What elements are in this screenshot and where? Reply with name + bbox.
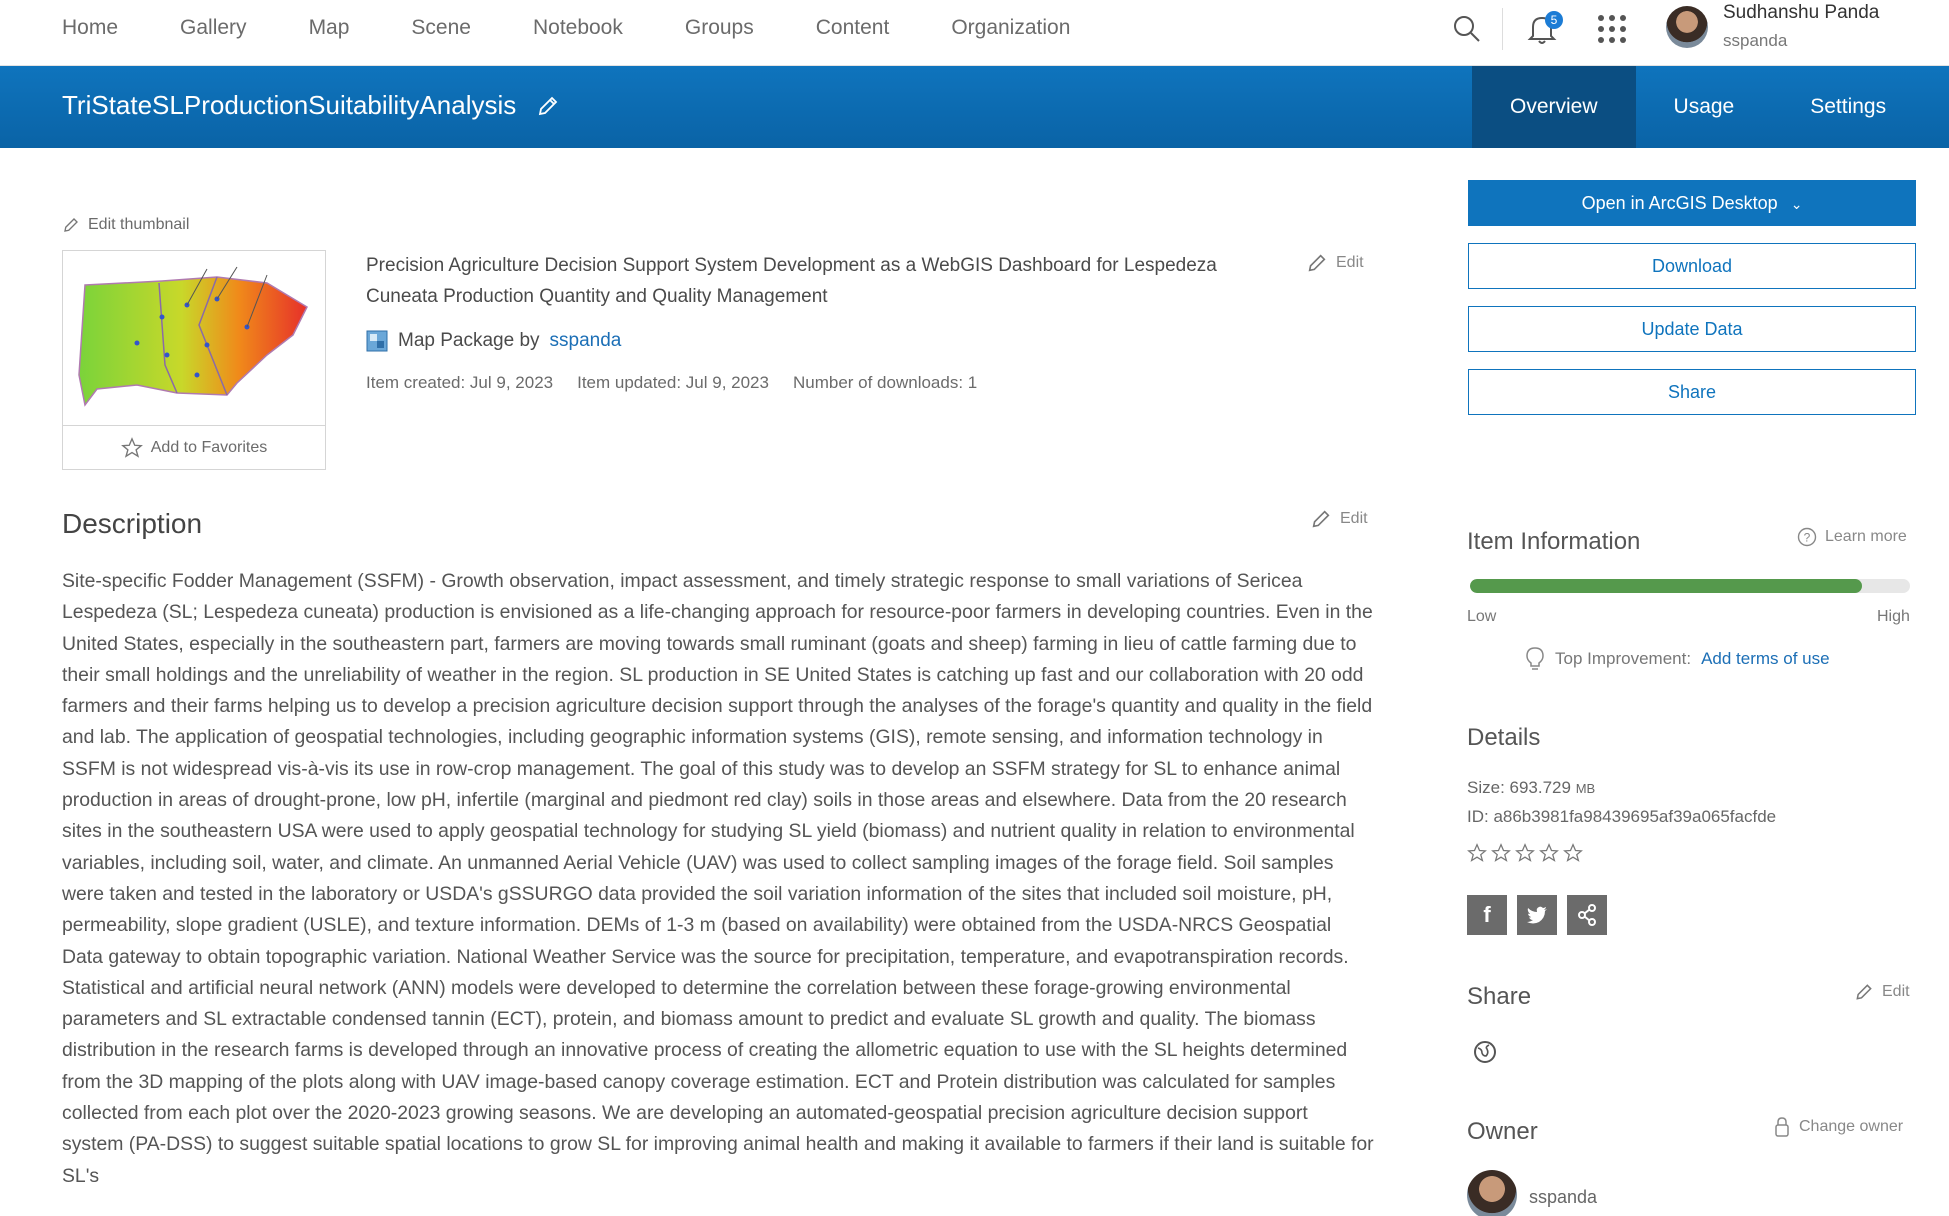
svg-text:?: ? xyxy=(1803,530,1811,545)
search-icon[interactable] xyxy=(1452,14,1482,44)
item-information-heading: Item Information xyxy=(1467,528,1641,555)
owner-link[interactable]: sspanda xyxy=(549,330,622,351)
description-text: Site-specific Fodder Management (SSFM) - Growth observation, impact assessment, and timely strategic response to small variations of Sericea Lespedeza (SL; Lespedeza cuneata) production is envisioned as a life-changing approach for resource-poor farmers in developing countries. Even in the United States, especially in the southeastern part, farmers are moving towards small ruminant (goats and sheep) farming in lieu of cattle farming due to their small holdings and the unreliability of weather in the region. SL production in SE United States is catching up fast and our collaboration with 20 odd farmers and their farms helping us to develop a precision agriculture decision support through the analyses of the forage's quantity and quality in the field and lab. The application of geospatial technologies, including geographic information systems (GIS), remote sensing, and information technology in SSFM is not widespread vis-à-vis its use in row-crop management. The goal of this study was to develop an SSFM strategy for SL to enhance animal production in areas of drought-prone, low pH, infertile (marginal and piedmont red clay) soils in those areas and elsewhere. Data from the 20 research sites in the southeastern USA were used to apply geospatial technology for studying SL yield (biomass) and nutrient quality in relation to environmental variables, including soil, water, and climate. An unmanned Aerial Vehicle (UAV) was used to collect sampling images of the forage field. Soil samples were taken and tested in the laboratory or USDA's gSSURGO data provided the soil variation information of the sites that included soil moisture, pH, permeability, slope gradient (USLE), and texture information. DEMs of 1-3 m (based on availability) were obtained from the USDA-NRCS Geospatial Data gateway to obtain topographic variation. National Weather Service was the source for precipitation, temperature, and evapotranspiration records. Statistical and artificial neural network (ANN) models were developed to determine the correlation between these forage-growing environmental parameters and SL extractable condensed tannin (ECT), protein, and biomass amount to predict and evaluate SL growth and quality. The biomass distribution in the research farms is developed through an innovative process of creating the allometric equation to use with the SL heights determined from the 3D mapping of the plots along with UAV image-based canopy coverage estimation. ECT and Protein distribution was calculated for samples collected from each plot over the 2020-2023 growing seasons. We are developing an automated-geospatial precision agriculture decision support system (PA-DSS) to suggest suitable spatial locations to grow SL for improving animal health and making it available to farmers if their land is suitable for SL's xyxy=(62,570,1374,1187)
edit-description-label: Edit xyxy=(1340,510,1368,527)
item-header xyxy=(0,66,1949,148)
nav-content[interactable]: Content xyxy=(815,16,890,39)
nav-notebook[interactable]: Notebook xyxy=(532,16,623,39)
open-in-arcgis-desktop-button[interactable] xyxy=(1468,180,1916,226)
star-icon xyxy=(121,437,143,459)
edit-title-icon[interactable] xyxy=(536,94,560,118)
lock-icon xyxy=(1773,1116,1791,1138)
thumbnail-card xyxy=(62,250,326,470)
details-heading: Details xyxy=(1467,724,1541,751)
add-terms-of-use-link[interactable]: Add terms of use xyxy=(1701,649,1830,668)
facebook-icon[interactable]: f xyxy=(1467,895,1507,935)
share-nodes-glyph xyxy=(1575,903,1599,927)
item-information-progress xyxy=(1470,579,1910,593)
star-icon[interactable] xyxy=(1539,843,1559,863)
add-to-favorites-label: Add to Favorites xyxy=(150,438,268,456)
edit-summary-label: Edit xyxy=(1336,254,1364,271)
nav-organization[interactable]: Organization xyxy=(951,16,1071,39)
item-updated: Item updated: Jul 9, 2023 xyxy=(577,373,769,392)
owner-name[interactable]: sspanda xyxy=(1529,1187,1598,1207)
item-size xyxy=(1467,778,1595,798)
social-share-buttons xyxy=(1467,895,1607,935)
pencil-icon xyxy=(1306,252,1328,274)
star-icon[interactable] xyxy=(1491,843,1511,863)
learn-more-link[interactable] xyxy=(1797,527,1907,547)
download-count: Number of downloads: 1 xyxy=(792,373,978,392)
app-launcher-icon[interactable] xyxy=(1598,15,1626,43)
nav-scene[interactable]: Scene xyxy=(411,16,471,39)
nav-groups[interactable]: Groups xyxy=(684,16,754,39)
nav-gallery[interactable]: Gallery xyxy=(180,16,247,39)
add-to-favorites-button[interactable] xyxy=(63,425,325,469)
top-improvement-label: Top Improvement: xyxy=(1555,649,1692,668)
user-name[interactable]: Sudhanshu Panda xyxy=(1723,2,1880,23)
progress-fill xyxy=(1470,579,1862,593)
user-avatar[interactable] xyxy=(1666,6,1708,48)
tab-usage[interactable]: Usage xyxy=(1673,95,1735,118)
nav-home[interactable]: Home xyxy=(62,16,119,39)
nav-divider xyxy=(1502,8,1503,50)
description-heading: Description xyxy=(62,508,203,539)
share-heading: Share xyxy=(1467,983,1532,1010)
download-button[interactable]: Download xyxy=(1468,243,1916,289)
share-button[interactable]: Share xyxy=(1468,369,1916,415)
owner-heading: Owner xyxy=(1467,1118,1538,1145)
notification-badge: 5 xyxy=(1545,11,1563,29)
edit-summary-link[interactable] xyxy=(1306,252,1364,274)
tab-settings[interactable]: Settings xyxy=(1810,95,1887,118)
rating-stars[interactable] xyxy=(1467,843,1583,863)
item-size-value: Size: 693.729 xyxy=(1467,778,1571,797)
nav-links xyxy=(62,0,1132,56)
edit-share-link[interactable] xyxy=(1854,982,1910,1002)
edit-thumbnail-link[interactable] xyxy=(62,216,189,234)
edit-thumbnail-label: Edit thumbnail xyxy=(88,216,190,233)
share-link-icon[interactable] xyxy=(1567,895,1607,935)
tab-overview[interactable]: Overview xyxy=(1472,66,1636,148)
pencil-icon xyxy=(1310,508,1332,530)
star-icon[interactable] xyxy=(1515,843,1535,863)
item-type-label: Map Package by xyxy=(398,330,540,351)
user-id: sspanda xyxy=(1723,31,1788,50)
edit-share-label: Edit xyxy=(1882,983,1910,1000)
map-package-icon xyxy=(366,330,388,352)
owner-avatar[interactable] xyxy=(1467,1170,1517,1216)
map-thumbnail-image[interactable] xyxy=(67,255,321,423)
lightbulb-icon xyxy=(1525,646,1545,672)
twitter-bird-glyph xyxy=(1525,903,1549,927)
top-improvement xyxy=(1525,646,1830,672)
nav-map[interactable]: Map xyxy=(308,16,350,39)
item-size-unit: MB xyxy=(1575,781,1596,796)
help-icon xyxy=(1797,527,1817,547)
learn-more-label: Learn more xyxy=(1825,528,1907,545)
change-owner-link[interactable] xyxy=(1773,1116,1903,1138)
item-id: ID: a86b3981fa98439695af39a065facfde xyxy=(1467,807,1777,826)
globe-icon xyxy=(1473,1040,1497,1064)
item-type-line xyxy=(366,330,621,352)
progress-high-label: High xyxy=(1877,608,1910,625)
item-created: Item created: Jul 9, 2023 xyxy=(366,373,554,392)
top-navigation xyxy=(0,0,1949,66)
open-desktop-label: Open in ArcGIS Desktop xyxy=(1581,193,1778,213)
pencil-icon xyxy=(62,216,80,234)
item-title: TriStateSLProductionSuitabilityAnalysis xyxy=(62,90,517,120)
item-tabs xyxy=(1472,66,1924,148)
update-data-button[interactable]: Update Data xyxy=(1468,306,1916,352)
edit-description-link[interactable] xyxy=(1310,508,1368,530)
chevron-down-icon: ⌄ xyxy=(1790,196,1803,212)
star-icon[interactable] xyxy=(1563,843,1583,863)
item-summary: Precision Agriculture Decision Support System Development as a WebGIS Dashboard for Lespedeza Cuneata Production Quantity and Quality Management xyxy=(366,255,1217,307)
twitter-icon[interactable] xyxy=(1517,895,1557,935)
change-owner-label: Change owner xyxy=(1799,1118,1904,1135)
pencil-icon xyxy=(1854,982,1874,1002)
star-icon[interactable] xyxy=(1467,843,1487,863)
item-metadata xyxy=(366,373,977,393)
progress-low-label: Low xyxy=(1467,608,1497,625)
